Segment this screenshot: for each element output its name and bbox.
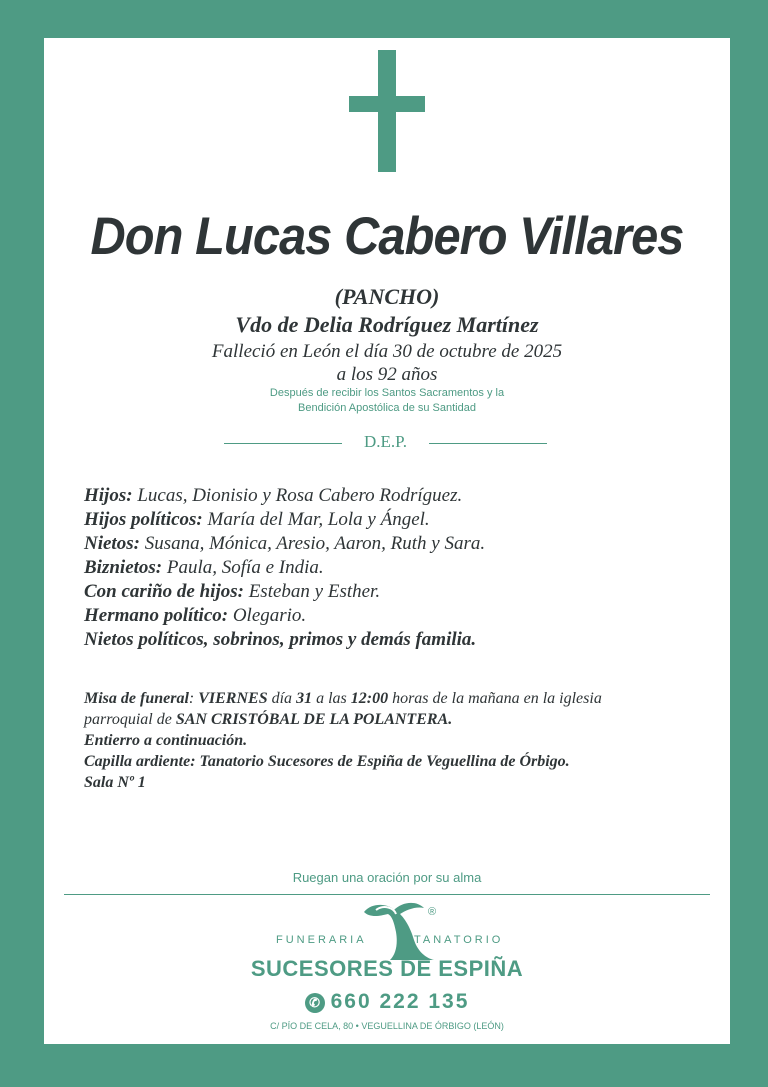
dep-text: D.E.P. bbox=[364, 432, 407, 451]
family-label: Con cariño de hijos: bbox=[84, 581, 244, 602]
funeral-home-logo-icon bbox=[266, 900, 516, 964]
family-names: Paula, Sofía e India. bbox=[166, 557, 324, 578]
widower-line: Vdo de Delia Rodríguez Martínez bbox=[235, 312, 539, 337]
funeral-line-1: Misa de funeral: VIERNES día 31 a las 12:00 horas de la mañana en la iglesia bbox=[84, 690, 602, 707]
deceased-name: Don Lucas Cabero Villares bbox=[90, 207, 684, 266]
funeraria-label: FUNERARIA bbox=[276, 934, 367, 946]
family-label: Biznietos: bbox=[84, 557, 163, 578]
dep-divider bbox=[224, 432, 554, 454]
family-names: María del Mar, Lola y Ángel. bbox=[207, 509, 430, 530]
age-line: a los 92 años bbox=[336, 364, 438, 385]
funeral-details bbox=[84, 688, 724, 793]
funeral-home-address: C/ PÍO DE CELA, 80 • VEGUELLINA DE ÓRBIGO (LEÓN) bbox=[270, 1021, 504, 1031]
cross-icon bbox=[349, 50, 425, 172]
family-label: Hermano político: bbox=[84, 605, 229, 626]
tanatorio-label: TANATORIO bbox=[414, 934, 504, 946]
family-row bbox=[84, 556, 714, 580]
sacraments-line-2: Bendición Apostólica de su Santidad bbox=[298, 402, 476, 414]
funeral-line-2: parroquial de SAN CRISTÓBAL DE LA POLANTERA. bbox=[84, 711, 453, 728]
dep-rule-left bbox=[224, 443, 342, 444]
family-names: Olegario. bbox=[232, 605, 307, 626]
family-names: Susana, Mónica, Aresio, Aaron, Ruth y Sara. bbox=[144, 533, 486, 554]
deceased-nickname: (PANCHO) bbox=[334, 284, 440, 309]
prayer-request: Ruegan una oración por su alma bbox=[292, 870, 482, 885]
family-names: Esteban y Esther. bbox=[248, 581, 381, 602]
registered-mark: ® bbox=[428, 906, 437, 918]
family-closing: Nietos políticos, sobrinos, primos y demás familia. bbox=[84, 629, 477, 650]
family-label: Hijos: bbox=[84, 485, 133, 506]
death-line: Falleció en León el día 30 de octubre de 2025 bbox=[211, 341, 563, 362]
family-row bbox=[84, 484, 714, 508]
dep-rule-right bbox=[429, 443, 547, 444]
phone-row bbox=[44, 990, 730, 1014]
family-list bbox=[84, 484, 714, 652]
funeral-line-3: Entierro a continuación. bbox=[84, 732, 248, 749]
family-label: Nietos: bbox=[84, 533, 140, 554]
family-row bbox=[84, 580, 714, 604]
footer-divider bbox=[64, 894, 710, 895]
sacraments-note bbox=[44, 386, 730, 416]
funeral-line-5: Sala Nº 1 bbox=[84, 774, 146, 791]
family-names: Lucas, Dionisio y Rosa Cabero Rodríguez. bbox=[137, 485, 463, 506]
funeral-line-4: Capilla ardiente: Tanatorio Sucesores de Espiña de Veguellina de Órbigo. bbox=[84, 753, 570, 770]
sacraments-line-1: Después de recibir los Santos Sacramentos y la bbox=[269, 387, 505, 399]
family-row bbox=[84, 508, 714, 532]
obituary-sheet bbox=[44, 38, 730, 1044]
family-row bbox=[84, 604, 714, 628]
family-row bbox=[84, 532, 714, 556]
phone-icon: ✆ bbox=[305, 993, 325, 1013]
family-label: Hijos políticos: bbox=[84, 509, 203, 530]
phone-number: 660 222 135 bbox=[330, 990, 470, 1013]
funeral-home-name: SUCESORES DE ESPIÑA bbox=[250, 956, 524, 981]
